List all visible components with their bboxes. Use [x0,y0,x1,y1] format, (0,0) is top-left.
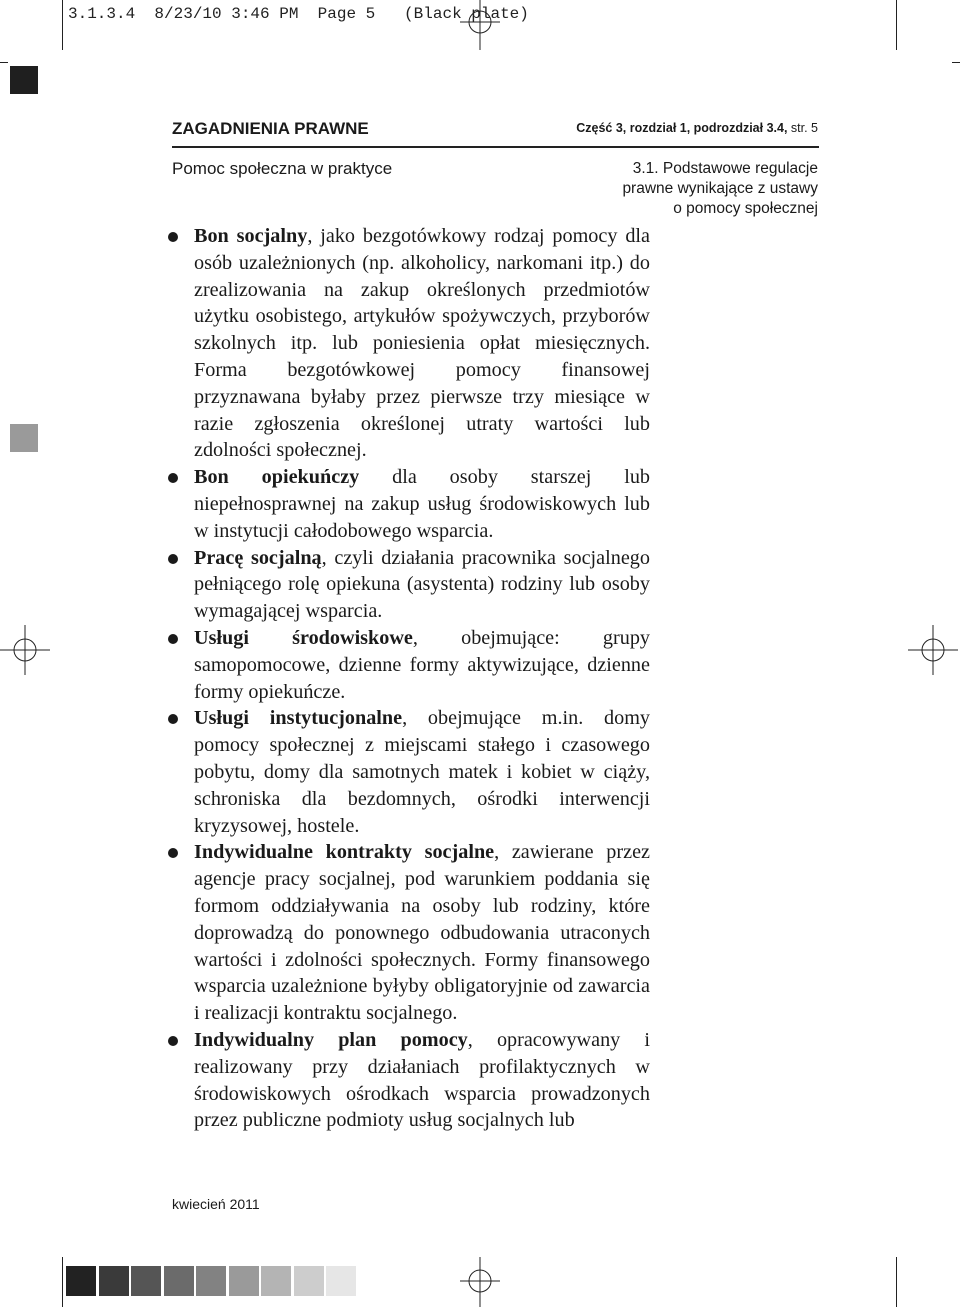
list-item-text: dla osoby starszej lub niepełnosprawnej na zakup usług środowiskowych lub w instytucji całodobowego wsparcia. [194,466,651,542]
page-label: str. 5 [790,121,818,135]
bullet-list [168,223,650,1134]
list-item-text: , opracowywany i realizowany przy działaniach profilaktycznych w środowiskowych ośrodkach wsparcia prowadzonych przez publiczne podmioty usług socjalnych lub [194,1028,650,1132]
list-item [168,839,650,1027]
gray-swatch [99,1266,129,1296]
list-item [168,223,650,464]
bullet-icon [168,473,178,483]
book-title: Pomoc społeczna w praktyce [172,159,393,178]
list-item-text: , zawierane przez agencje pracy socjalnej, pod warunkiem poddania się formom oddziaływania na osoby lub rodziny, które doprowadzą do ponownego odbudowania utraconych wartości i zdolności społecznych. Formy finansowego wsparcia uzależnione byłyby obligatoryjnie od zawarcia i realizacji kontraktu socjalnego. [194,841,650,1025]
bullet-icon [168,848,178,858]
registration-target-top-icon [460,0,500,50]
gray-swatch [196,1266,226,1296]
list-item-term: Indywidualny plan pomocy [194,1028,468,1051]
gray-swatch [294,1266,324,1296]
list-item-term: Usługi instytucjonalne [194,707,403,730]
section-line: o pomocy społecznej [673,200,818,217]
printer-slug: 3.1.3.4 8/23/10 3:46 PM Page 5 (Black plate) [68,5,529,23]
list-item [168,545,650,625]
gray-swatch [261,1266,291,1296]
list-item-text: , obejmujące m.in. domy pomocy społecznej z miejscami stałego i czasowego pobytu, domy dla samotnych matek i kobiet w ciąży, schroniska dla bezdomnych, ośrodki interwencji kryzysowej, hostele. [194,707,651,837]
gray-swatch [229,1266,259,1296]
list-item-term: Pracę socjalną [194,546,322,569]
section-line: 3.1. Podstawowe regulacje [632,160,818,177]
header-rule [172,146,819,148]
list-item-term: Bon opiekuńczy [194,466,360,489]
list-item [168,1027,650,1134]
gray-swatch [131,1266,161,1296]
gray-density-square [10,424,38,452]
black-density-square [10,66,38,94]
list-item-term: Bon socjalny [194,225,308,247]
bullet-icon [168,714,178,724]
list-item-term: Indywidualne kontrakty socjalne [194,841,495,864]
list-item-text: , obejmujące: grupy samopomocowe, dzienne formy aktywizujące, dzienne formy opiekuńcze. [194,626,651,703]
gray-swatch [326,1266,356,1296]
gray-swatch [164,1266,194,1296]
list-item [168,625,650,705]
list-item-text: , jako bezgotówkowy rodzaj pomocy dla osób uzależnionych (np. alkoholicy, narkomani itp.) do zrealizowania na zakup określonych przedmiotów użytku osobistego, artykułów spożywczych, przyborów szkolnych itp. lub poniesienia opłat miesięcznych. Forma bezgotówkowej pomocy finansowej przyznawana byłaby przez pierwsze trzy miesiące w razie zgłoszenia określonej utraty wartości lub zdolności społecznej. [194,225,650,462]
bullet-icon [168,232,178,242]
bullet-icon [168,554,178,564]
list-item [168,464,650,544]
part-label: Część 3, rozdział 1, podrozdział 3.4, [576,121,788,135]
gray-swatch [66,1266,96,1296]
list-item-term: Usługi środowiskowe [194,626,413,649]
list-item [168,705,650,839]
registration-target-right-icon [908,625,958,675]
footer-date: kwiecień 2011 [172,1196,260,1212]
bullet-icon [168,634,178,644]
bullet-icon [168,1036,178,1046]
running-head-title: ZAGADNIENIA PRAWNE [172,119,369,138]
running-head-part [576,121,818,135]
registration-target-bottom-icon [460,1257,500,1307]
section-title [558,159,818,219]
section-line: prawne wynikające z ustawy [622,180,818,197]
registration-target-left-icon [0,625,50,675]
list-item-text: , czyli działania pracownika socjalnego pełniącego rolę opiekuna (asystenta) rodziny lub osoby wymagającej wsparcia. [194,546,650,623]
